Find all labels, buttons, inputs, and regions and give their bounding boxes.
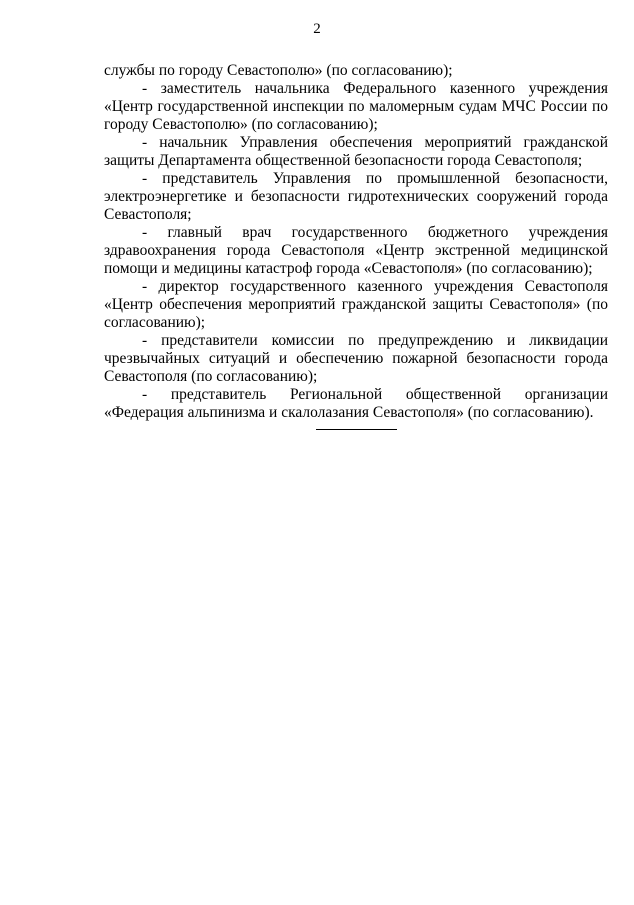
list-item-mountaineering-federation-rep: - представитель Региональной общественной организации «Федерация альпинизма и скалолазания Севастополя» (по согласованию). [104, 386, 608, 421]
list-item-deputy-head-gims: - заместитель начальника Федерального казенного учреждения «Центр государственной инспекции по маломерным судам МЧС России по городу Севастополю» (по согласованию); [104, 80, 608, 133]
paragraph-continuation: службы по городу Севастополю» (по согласованию); [104, 62, 453, 79]
list-item-head-civil-protection: - начальник Управления обеспечения мероприятий гражданской защиты Департамента общественной безопасности города Севастополя; [104, 134, 608, 169]
list-item-industrial-safety-rep: - представитель Управления по промышленной безопасности, электроэнергетике и безопасности гидротехнических сооружений города Севастополя; [104, 170, 608, 223]
closing-separator-line [316, 429, 397, 430]
list-item-director-civil-defense-center: - директор государственного казенного учреждения Севастополя «Центр обеспечения мероприятий гражданской защиты Севастополя» (по согласованию); [104, 278, 608, 331]
document-body [104, 62, 608, 422]
page-number: 2 [313, 21, 321, 37]
list-item-emergency-commission-reps: - представители комиссии по предупреждению и ликвидации чрезвычайных ситуаций и обеспечению пожарной безопасности города Севастополя (по согласованию); [104, 332, 608, 385]
list-item-chief-doctor: - главный врач государственного бюджетного учреждения здравоохранения города Севастополя «Центр экстренной медицинской помощи и медицины катастроф города «Севастополя» (по согласованию); [104, 224, 608, 277]
